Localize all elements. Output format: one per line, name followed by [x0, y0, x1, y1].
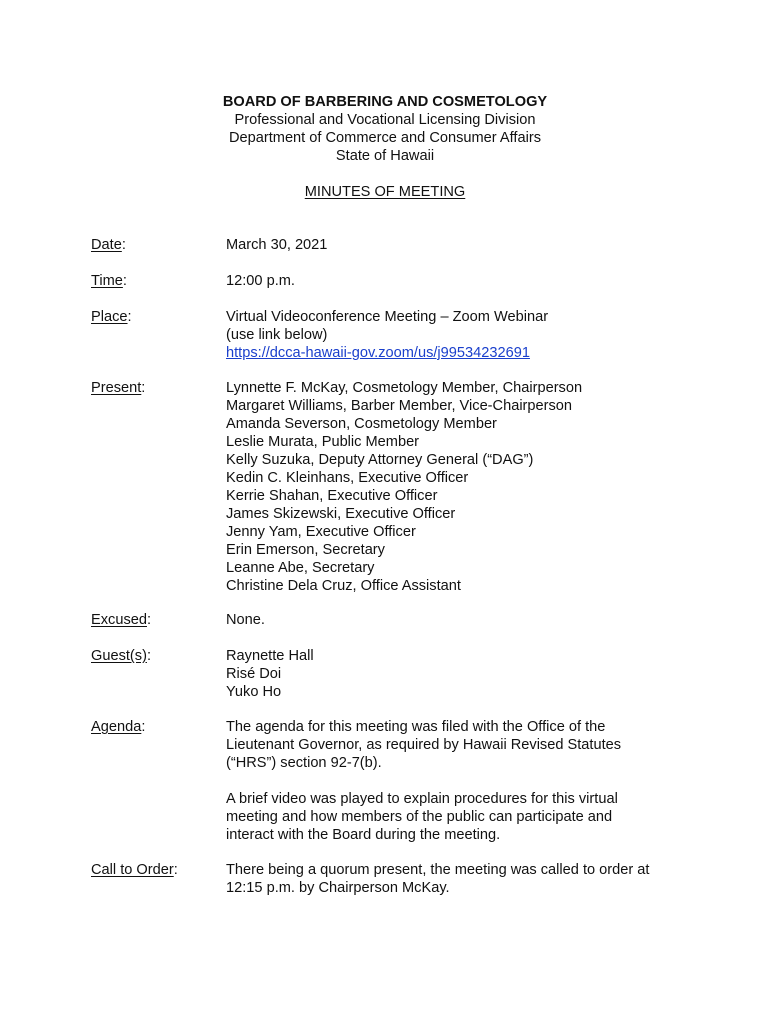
minutes-title: [0, 183, 770, 201]
text-line: Lieutenant Governor, as required by Hawaii Revised Statutes: [226, 737, 622, 753]
list-item: Margaret Williams, Barber Member, Vice-Chairperson: [226, 398, 573, 414]
call-to-order-label-text: Call to Order: [91, 862, 174, 878]
excused-label: Excused:: [91, 612, 152, 628]
list-item: Kelly Suzuka, Deputy Attorney General (“DAG”): [226, 452, 534, 468]
excused-label-text: Excused: [91, 612, 147, 628]
text-line: 12:15 p.m. by Chairperson McKay.: [226, 880, 450, 896]
present-list: [226, 379, 676, 595]
document-header: [0, 93, 770, 165]
text-line: A brief video was played to explain procedures for this virtual: [226, 791, 618, 807]
list-item: Kerrie Shahan, Executive Officer: [226, 488, 438, 504]
list-item: Jenny Yam, Executive Officer: [226, 524, 416, 540]
minutes-title-text: MINUTES OF MEETING: [304, 184, 466, 200]
time-value: 12:00 p.m.: [226, 273, 295, 289]
guests-label-text: Guest(s): [91, 648, 147, 664]
agenda-label-text: Agenda: [91, 719, 142, 735]
list-item: Raynette Hall: [226, 648, 314, 664]
list-item: Kedin C. Kleinhans, Executive Officer: [226, 470, 469, 486]
list-item: James Skizewski, Executive Officer: [226, 506, 456, 522]
text-line: (“HRS”) section 92-7(b).: [226, 755, 382, 771]
agenda-label: Agenda:: [91, 719, 146, 735]
present-label: Present:: [91, 380, 146, 396]
list-item: Amanda Severson, Cosmetology Member: [226, 416, 497, 432]
place-line-2: (use link below): [226, 327, 328, 343]
call-to-order-text: [226, 861, 676, 897]
division-line: Professional and Vocational Licensing Division: [234, 112, 536, 128]
text-line: interact with the Board during the meeting.: [226, 827, 501, 843]
board-title: BOARD OF BARBERING AND COSMETOLOGY: [222, 94, 548, 110]
place-line-1: Virtual Videoconference Meeting – Zoom Webinar: [226, 309, 549, 325]
zoom-link[interactable]: https://dcca-hawaii-gov.zoom/us/j99534232691: [226, 345, 530, 361]
list-item: Leslie Murata, Public Member: [226, 434, 420, 450]
list-item: Erin Emerson, Secretary: [226, 542, 385, 558]
date-value: March 30, 2021: [226, 237, 328, 253]
agenda-paragraph-2: [226, 790, 676, 844]
date-label-text: Date: [91, 237, 122, 253]
place-label-text: Place: [91, 309, 128, 325]
list-item: Christine Dela Cruz, Office Assistant: [226, 578, 461, 594]
list-item: Yuko Ho: [226, 684, 282, 700]
text-line: There being a quorum present, the meeting was called to order at: [226, 862, 650, 878]
guests-list: [226, 647, 676, 701]
place-value: [226, 308, 676, 362]
date-label: Date:: [91, 237, 126, 253]
excused-value: None.: [226, 612, 265, 628]
list-item: Leanne Abe, Secretary: [226, 560, 375, 576]
present-label-text: Present: [91, 380, 142, 396]
time-label: Time:: [91, 273, 127, 289]
place-label: Place:: [91, 309, 132, 325]
agenda-text: [226, 718, 676, 844]
department-line: Department of Commerce and Consumer Affairs: [228, 130, 541, 146]
text-line: The agenda for this meeting was filed with the Office of the: [226, 719, 606, 735]
time-label-text: Time: [91, 273, 123, 289]
agenda-paragraph-1: [226, 718, 676, 772]
list-item: Lynnette F. McKay, Cosmetology Member, Chairperson: [226, 380, 583, 396]
call-to-order-label: Call to Order:: [91, 862, 178, 878]
text-line: meeting and how members of the public can participate and: [226, 809, 613, 825]
list-item: Risé Doi: [226, 666, 282, 682]
state-line: State of Hawaii: [335, 148, 435, 164]
guests-label: Guest(s):: [91, 648, 152, 664]
